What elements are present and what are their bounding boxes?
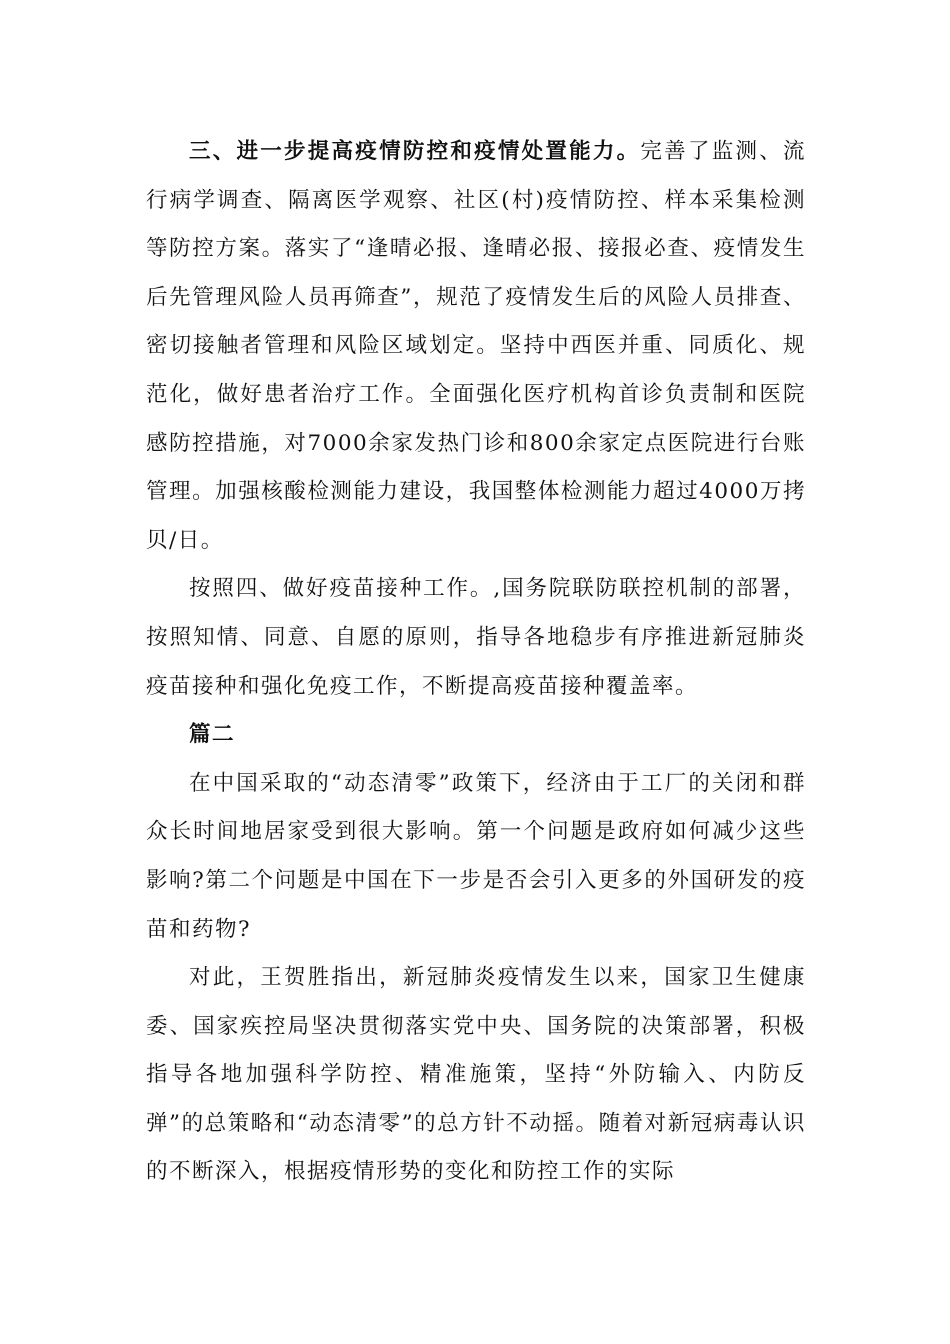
paragraph-economic-impact (146, 760, 806, 954)
part-heading: 篇二 (189, 722, 236, 748)
paragraph-text: 按照四、做好疫苗接种工作。,国务院联防联控机制的部署，按照知情、同意、自愿的原则，指导各地稳步有序推进新冠肺炎疫苗接种和强化免疫工作，不断提高疫苗接种覆盖率。 (146, 576, 806, 699)
paragraph-epidemic-response (146, 128, 806, 565)
document-body (146, 128, 806, 1197)
part-two-heading (146, 711, 806, 760)
paragraph-official-response (146, 954, 806, 1197)
paragraph-vaccination (146, 565, 806, 711)
section-heading-three: 三、进一步提高疫情防控和疫情处置能力。 (189, 139, 641, 164)
paragraph-text: 完善了监测、流行病学调查、隔离医学观察、社区(村)疫情防控、样本采集检测等防控方案。落实了“逢晴必报、逢晴必报、接报必查、疫情发生后先管理风险人员再筛查”，规范了疫情发生后的风险人员排查、密切接触者管理和风险区域划定。坚持中西医并重、同质化、规范化，做好患者治疗工作。全面强化医疗机构首诊负责制和医院感防控措施，对7000余家发热门诊和800余家定点医院进行台账管理。加强核酸检测能力建设，我国整体检测能力超过4000万拷贝/日。 (146, 139, 806, 553)
paragraph-text: 对此，王贺胜指出，新冠肺炎疫情发生以来，国家卫生健康委、国家疾控局坚决贯彻落实党中央、国务院的决策部署，积极指导各地加强科学防控、精准施策，坚持“外防输入、内防反弹”的总策略和“动态清零”的总方针不动摇。随着对新冠病毒认识的不断深入，根据疫情形势的变化和防控工作的实际 (146, 965, 806, 1185)
paragraph-text: 在中国采取的“动态清零”政策下，经济由于工厂的关闭和群众长时间地居家受到很大影响。第一个问题是政府如何减少这些影响?第二个问题是中国在下一步是否会引入更多的外国研发的疫苗和药物? (146, 770, 806, 942)
